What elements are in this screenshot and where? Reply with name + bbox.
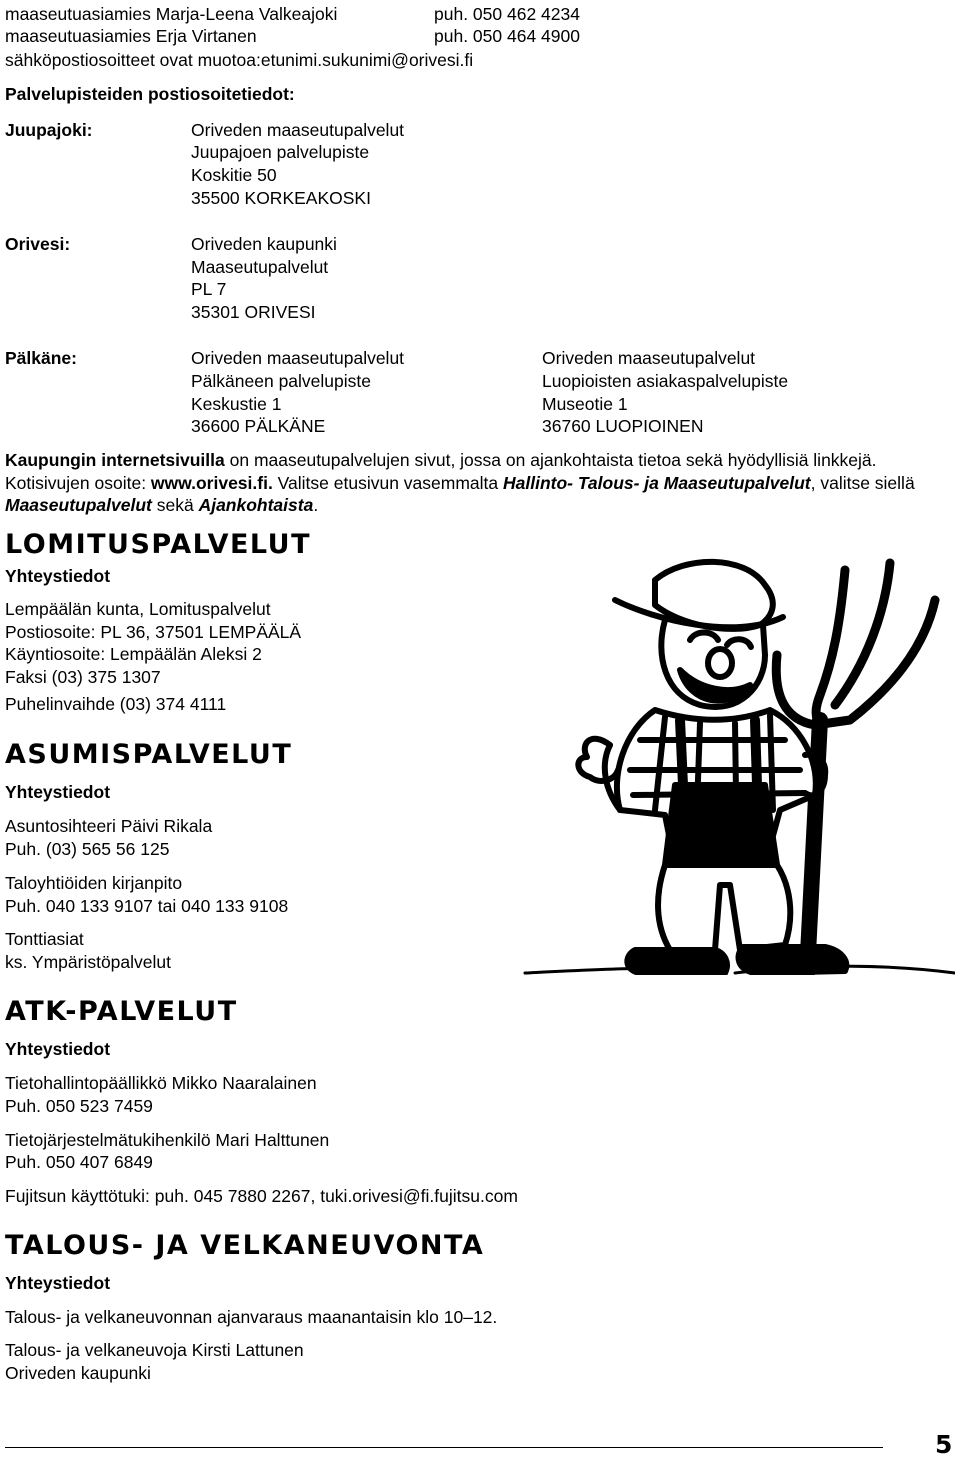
section-subtitle: Yhteystiedot xyxy=(5,1039,111,1059)
office-label-palkane: Pälkäne: xyxy=(5,348,77,368)
office-label-orivesi: Orivesi: xyxy=(5,234,71,254)
web-info-text: . xyxy=(313,495,319,515)
office-line: Maaseutupalvelut xyxy=(191,257,329,277)
lomitus-line: Lempäälän kunta, Lomituspalvelut xyxy=(5,599,271,619)
asumis-line: Asuntosihteeri Päivi Rikala xyxy=(5,816,213,836)
footer-rule xyxy=(5,1447,883,1448)
office-line: PL 7 xyxy=(191,279,227,299)
contact-name-1: maaseutuasiamies Marja-Leena Valkeajoki xyxy=(5,4,338,24)
office-line: Oriveden maaseutupalvelut xyxy=(191,348,405,368)
talous-line: Talous- ja velkaneuvoja Kirsti Lattunen xyxy=(5,1340,304,1360)
lomitus-line: Postiosoite: PL 36, 37501 LEMPÄÄLÄ xyxy=(5,622,302,642)
atk-line: Tietojärjestelmätukihenkilö Mari Halttunen xyxy=(5,1130,330,1150)
office-line: 35500 KORKEAKOSKI xyxy=(191,188,371,208)
office-line: Juupajoen palvelupiste xyxy=(191,142,370,162)
section-title-atk: ATK-PALVELUT xyxy=(5,996,238,1027)
talous-line: Talous- ja velkaneuvonnan ajanvaraus maanantaisin klo 10–12. xyxy=(5,1307,498,1327)
asumis-line: Taloyhtiöiden kirjanpito xyxy=(5,873,183,893)
menu-path-hallinto: Hallinto- Talous- ja Maaseutupalvelut xyxy=(503,472,811,493)
section-title-lomitus: LOMITUSPALVELUT xyxy=(5,529,312,560)
asumis-line: Puh. 040 133 9107 tai 040 133 9108 xyxy=(5,896,289,916)
contact-phone-2: puh. 050 464 4900 xyxy=(434,26,580,46)
section-subtitle: Yhteystiedot xyxy=(5,1273,111,1293)
office-line: Pälkäneen palvelupiste xyxy=(191,371,371,391)
office-line: Museotie 1 xyxy=(542,394,628,414)
lomitus-line: Käyntiosoite: Lempäälän Aleksi 2 xyxy=(5,644,262,664)
office-line: 35301 ORIVESI xyxy=(191,302,316,322)
lomitus-line: Puhelinvaihde (03) 374 4111 xyxy=(5,694,227,714)
atk-line: Tietohallintopäällikkö Mikko Naaralainen xyxy=(5,1073,317,1093)
office-line: Oriveden maaseutupalvelut xyxy=(191,120,405,140)
website-link[interactable]: www.orivesi.fi. xyxy=(150,472,273,493)
atk-line: Puh. 050 523 7459 xyxy=(5,1096,153,1116)
atk-line: Puh. 050 407 6849 xyxy=(5,1152,153,1172)
section-subtitle: Yhteystiedot xyxy=(5,566,111,586)
office-label-juupajoki: Juupajoki: xyxy=(5,120,93,140)
talous-line: Oriveden kaupunki xyxy=(5,1363,151,1383)
web-info-bold-lead: Kaupungin internetsivuilla xyxy=(5,450,225,470)
section-subtitle: Yhteystiedot xyxy=(5,782,111,802)
asumis-line: Puh. (03) 565 56 125 xyxy=(5,839,170,859)
page-number: 5 xyxy=(935,1430,953,1459)
office-line: Luopioisten asiakaspalvelupiste xyxy=(542,371,789,391)
office-line: 36760 LUOPIOINEN xyxy=(542,416,704,436)
asumis-line: Tonttiasiat xyxy=(5,929,84,949)
asumis-line: ks. Ympäristöpalvelut xyxy=(5,952,172,972)
web-info-text: Valitse etusivun vasemmalta xyxy=(272,472,504,493)
menu-path-ajankohtaista: Ajankohtaista xyxy=(198,495,314,515)
web-info-text: sekä xyxy=(151,495,199,515)
web-info-text: on maaseutupalvelujen sivut, jossa on ajankohtaista tietoa sekä hyödyllisiä linkkejä. Kotisivujen osoite: xyxy=(5,450,877,493)
contact-name-2: maaseutuasiamies Erja Virtanen xyxy=(5,26,257,46)
web-info-text: , valitse siellä xyxy=(810,472,915,493)
atk-line: Fujitsun käyttötuki: puh. 045 7880 2267, tuki.orivesi@fi.fujitsu.com xyxy=(5,1186,518,1206)
office-line: Keskustie 1 xyxy=(191,394,282,414)
office-line: Koskitie 50 xyxy=(191,165,277,185)
menu-path-maaseutupalvelut: Maaseutupalvelut xyxy=(5,495,152,515)
offices-heading: Palvelupisteiden postiosoitetiedot: xyxy=(5,84,295,104)
lomitus-line: Faksi (03) 375 1307 xyxy=(5,667,161,687)
office-line: Oriveden kaupunki xyxy=(191,234,337,254)
section-title-talous: TALOUS- JA VELKANEUVONTA xyxy=(5,1230,485,1261)
contact-phone-1: puh. 050 462 4234 xyxy=(434,4,580,24)
section-title-asumis: ASUMISPALVELUT xyxy=(5,739,293,770)
web-info-paragraph xyxy=(5,449,935,517)
email-note: sähköpostiosoitteet ovat muotoa:etunimi.sukunimi@orivesi.fi xyxy=(5,50,474,70)
farmer-with-pitchfork-illustration xyxy=(515,545,955,975)
office-line: 36600 PÄLKÄNE xyxy=(191,416,326,436)
office-line: Oriveden maaseutupalvelut xyxy=(542,348,756,368)
